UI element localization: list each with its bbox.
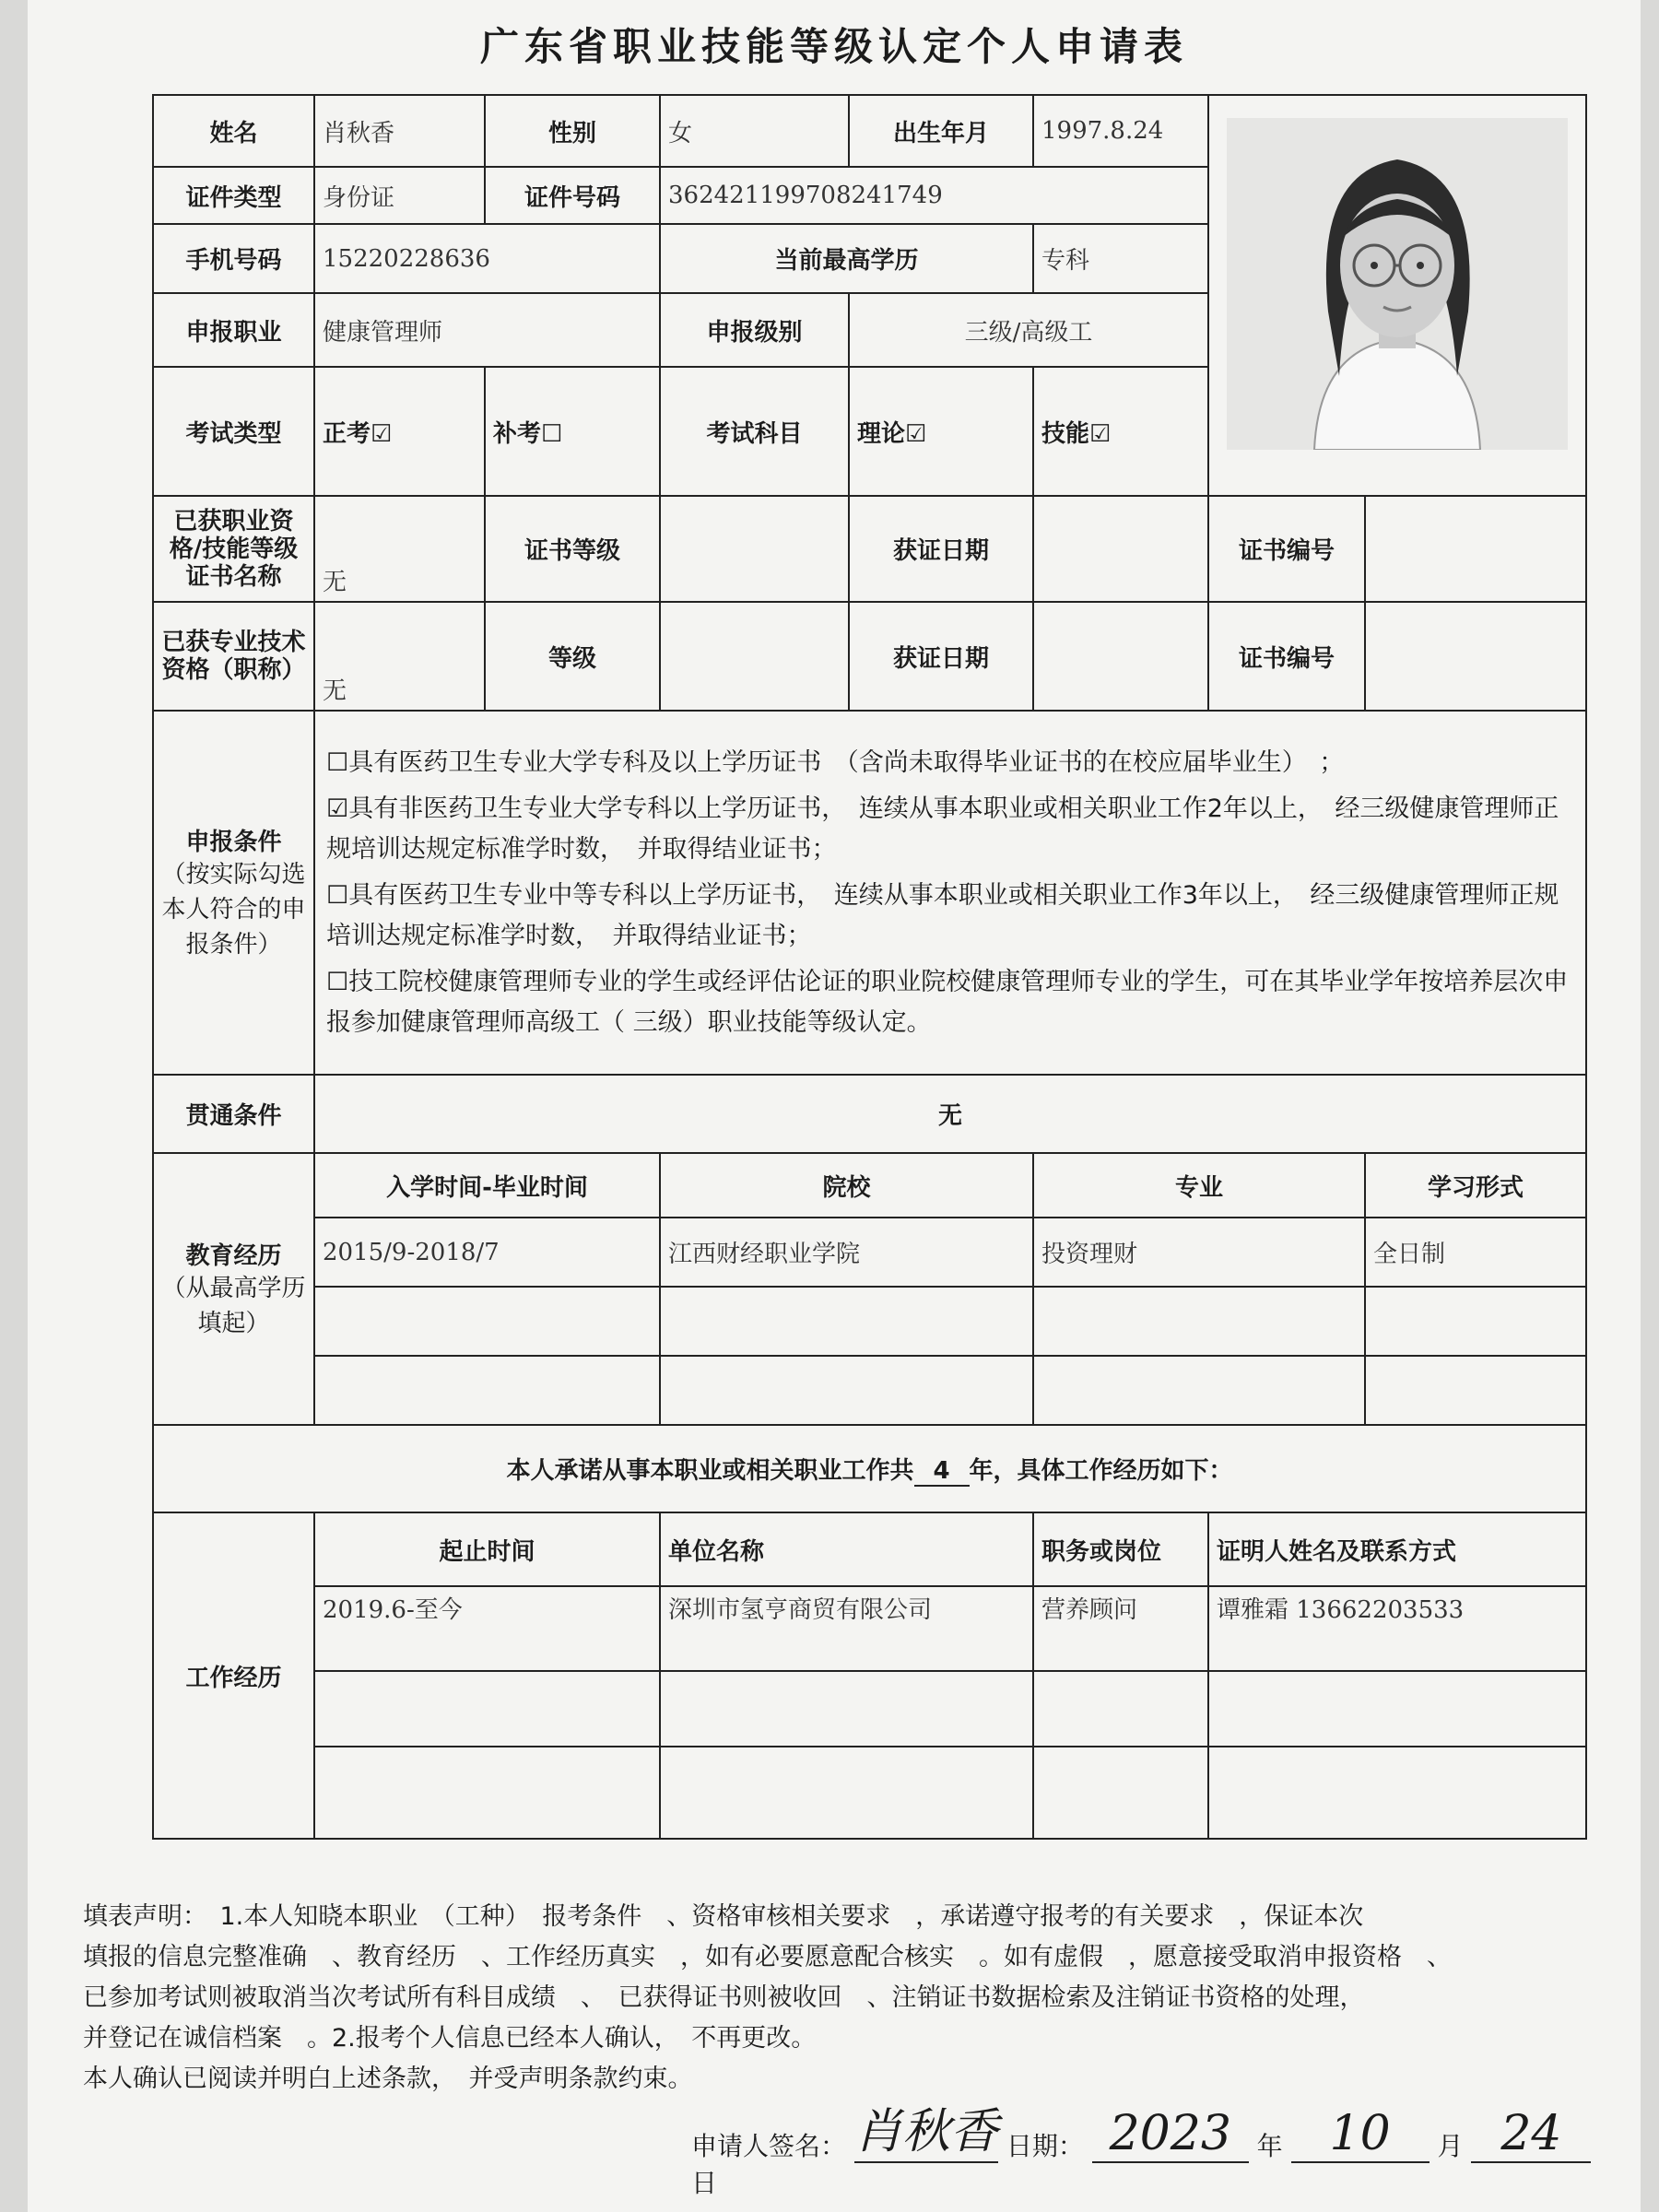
condition-checkbox: ☑ <box>326 794 349 823</box>
commitment-prefix: 本人承诺从事本职业或相关职业工作共 <box>506 1456 914 1485</box>
table-row <box>153 1287 1586 1356</box>
work-header-period: 起止时间 <box>314 1512 660 1586</box>
empty-cell <box>660 1287 1033 1356</box>
education-label: 当前最高学历 <box>660 224 1033 293</box>
empty-cell <box>314 1287 660 1356</box>
condition-checkbox: ☐ <box>326 880 349 910</box>
empty-cell <box>314 1671 660 1747</box>
work-period-cell: 2019.6-至今 <box>314 1586 660 1671</box>
professional-title-label: 已获专业技术资格（职称） <box>153 602 314 711</box>
through-label: 贯通条件 <box>153 1075 314 1153</box>
table-row <box>153 1586 1586 1671</box>
birth-value: 1997.8.24 <box>1033 95 1208 167</box>
birth-label: 出生年月 <box>849 95 1033 167</box>
id-number-label: 证件号码 <box>485 167 660 224</box>
declaration-line: 本人确认已阅读并明白上述条款， 并受声明条款约束。 <box>83 2065 693 2093</box>
table-row <box>153 1356 1586 1425</box>
work-company-cell: 深圳市氢亨商贸有限公司 <box>660 1586 1033 1671</box>
declaration-line: 填报的信息完整准确 、教育经历 、工作经历真实 ，如有必要愿意配合核实 。如有虚假 ，愿意接受取消申报资格 、 <box>83 1943 1452 1971</box>
issue-date-2-value <box>1033 602 1208 711</box>
exam-makeup-option <box>485 367 660 496</box>
commitment-years: 4 <box>914 1457 970 1487</box>
condition-text: 具有医药卫生专业中等专科以上学历证书， 连续从事本职业或相关职业工作3年以上， 经三级健康管理师正规培训达规定标准学时数， 并取得结业证书； <box>326 880 1559 950</box>
cert-level-value <box>660 496 849 602</box>
education-value: 专科 <box>1033 224 1208 293</box>
issue-date-label: 获证日期 <box>849 496 1033 602</box>
commitment-suffix: 年，具体工作经历如下： <box>969 1456 1233 1485</box>
signature-label: 申请人签名： <box>691 2131 847 2161</box>
empty-cell <box>1033 1747 1208 1839</box>
date-month: 10 <box>1291 2106 1430 2163</box>
phone-value: 15220228636 <box>314 224 660 293</box>
table-row <box>153 1747 1586 1839</box>
through-value: 无 <box>314 1075 1586 1153</box>
declaration-line: 并登记在诚信档案 。2.报考个人信息已经本人确认， 不再更改。 <box>83 2024 817 2053</box>
conditions-note: （按实际勾选本人符合的申报条件） <box>161 861 306 959</box>
cert-number-2-value <box>1365 602 1586 711</box>
empty-cell <box>1365 1356 1586 1425</box>
table-row <box>153 1671 1586 1747</box>
declaration-line: 填表声明： 1.本人知晓本职业 （工种） 报考条件 、资格审核相关要求 ，承诺遵守报考的有关要求 ，保证本次 <box>83 1902 1364 1931</box>
condition-checkbox: ☐ <box>326 967 349 996</box>
work-reference-cell: 谭雅霜 13662203533 <box>1208 1586 1586 1671</box>
edu-history-note: （从最高学历填起） <box>161 1275 306 1337</box>
grade-value <box>660 602 849 711</box>
conditions-label: 申报条件 <box>185 829 282 856</box>
condition-item <box>326 962 1574 1043</box>
application-sheet <box>28 0 1641 2212</box>
date-day: 24 <box>1471 2106 1591 2163</box>
condition-text: 具有医药卫生专业大学专科及以上学历证书 （含尚未取得毕业证书的在校应届毕业生） ； <box>348 747 1345 777</box>
occupation-value: 健康管理师 <box>314 293 660 367</box>
month-unit: 月 <box>1437 2131 1464 2161</box>
table-row <box>153 1218 1586 1287</box>
level-value: 三级/高级工 <box>849 293 1208 367</box>
work-header-company: 单位名称 <box>660 1512 1033 1586</box>
occupation-label: 申报职业 <box>153 293 314 367</box>
edu-history-label-cell <box>153 1153 314 1425</box>
cert-number-2-label: 证书编号 <box>1208 602 1365 711</box>
condition-text: 技工院校健康管理师专业的学生或经评估论证的职业院校健康管理师专业的学生，可在其毕业学年按培养层次申报参加健康管理师高级工（ 三级）职业技能等级认定。 <box>326 967 1569 1037</box>
gender-label: 性别 <box>485 95 660 167</box>
exam-makeup-label: 补考 <box>493 419 542 448</box>
work-position-cell: 营养顾问 <box>1033 1586 1208 1671</box>
exam-type-label: 考试类型 <box>153 367 314 496</box>
handwritten-signature: 肖秋香 <box>854 2092 998 2163</box>
grade-label: 等级 <box>485 602 660 711</box>
condition-item <box>326 743 1574 783</box>
phone-label: 手机号码 <box>153 224 314 293</box>
vocational-cert-label: 已获职业资格/技能等级证书名称 <box>153 496 314 602</box>
edu-period-cell: 2015/9-2018/7 <box>314 1218 660 1287</box>
theory-checkbox: ☑ <box>905 419 927 448</box>
signature-row <box>691 2092 1613 2198</box>
empty-cell <box>1208 1747 1586 1839</box>
gender-value: 女 <box>660 95 849 167</box>
vocational-cert-value: 无 <box>314 496 485 602</box>
empty-cell <box>660 1747 1033 1839</box>
cert-number-label: 证书编号 <box>1208 496 1365 602</box>
empty-cell <box>660 1356 1033 1425</box>
exam-normal-option <box>314 367 485 496</box>
professional-title-value: 无 <box>314 602 485 711</box>
empty-cell <box>1033 1287 1365 1356</box>
edu-header-mode: 学习形式 <box>1365 1153 1586 1218</box>
cert-number-value <box>1365 496 1586 602</box>
edu-history-label: 教育经历 <box>185 1242 282 1270</box>
empty-cell <box>314 1356 660 1425</box>
exam-makeup-checkbox: ☐ <box>541 419 563 448</box>
condition-item <box>326 789 1574 870</box>
exam-normal-checkbox: ☑ <box>371 419 393 448</box>
commitment-line <box>153 1425 1586 1512</box>
exam-subject-label: 考试科目 <box>660 367 849 496</box>
id-photo <box>1208 95 1586 496</box>
form-title: 广东省职业技能等级认定个人申请表 <box>479 24 1188 69</box>
year-unit: 年 <box>1256 2131 1283 2161</box>
condition-text: 具有非医药卫生专业大学专科以上学历证书， 连续从事本职业或相关职业工作2年以上， 经三级健康管理师正规培训达规定标准学时数， 并取得结业证书； <box>326 794 1559 864</box>
edu-header-period: 入学时间-毕业时间 <box>314 1153 660 1218</box>
conditions-label-cell <box>153 711 314 1075</box>
id-type-label: 证件类型 <box>153 167 314 224</box>
date-label: 日期： <box>1006 2131 1084 2161</box>
exam-normal-label: 正考 <box>323 419 371 448</box>
subject-skill-label: 技能 <box>1041 419 1090 448</box>
application-form-table <box>152 94 1587 1840</box>
portrait-image <box>1227 118 1568 450</box>
empty-cell <box>314 1747 660 1839</box>
work-header-position: 职务或岗位 <box>1033 1512 1208 1586</box>
edu-mode-cell: 全日制 <box>1365 1218 1586 1287</box>
empty-cell <box>1365 1287 1586 1356</box>
condition-item <box>326 876 1574 957</box>
date-year: 2023 <box>1092 2106 1249 2163</box>
conditions-list <box>314 711 1586 1075</box>
subject-theory-label: 理论 <box>857 419 906 448</box>
name-label: 姓名 <box>153 95 314 167</box>
empty-cell <box>1033 1671 1208 1747</box>
subject-theory-option <box>849 367 1033 496</box>
edu-school-cell: 江西财经职业学院 <box>660 1218 1033 1287</box>
empty-cell <box>660 1671 1033 1747</box>
declaration <box>83 1897 1641 2100</box>
work-history-label: 工作经历 <box>153 1512 314 1839</box>
issue-date-2-label: 获证日期 <box>849 602 1033 711</box>
work-header-reference: 证明人姓名及联系方式 <box>1208 1512 1586 1586</box>
id-number-value: 362421199708241749 <box>660 167 1208 224</box>
condition-checkbox: ☐ <box>326 747 349 777</box>
skill-checkbox: ☑ <box>1089 419 1112 448</box>
cert-level-label: 证书等级 <box>485 496 660 602</box>
edu-major-cell: 投资理财 <box>1033 1218 1365 1287</box>
id-type-value: 身份证 <box>314 167 485 224</box>
empty-cell <box>1033 1356 1365 1425</box>
empty-cell <box>1208 1671 1586 1747</box>
edu-header-school: 院校 <box>660 1153 1033 1218</box>
day-unit: 日 <box>691 2168 718 2198</box>
subject-skill-option <box>1033 367 1208 496</box>
level-label: 申报级别 <box>660 293 849 367</box>
issue-date-value <box>1033 496 1208 602</box>
declaration-line: 已参加考试则被取消当次考试所有科目成绩 、 已获得证书则被收回 、注销证书数据检索及注销证书资格的处理， <box>83 1983 1365 2012</box>
name-value: 肖秋香 <box>314 95 485 167</box>
edu-header-major: 专业 <box>1033 1153 1365 1218</box>
